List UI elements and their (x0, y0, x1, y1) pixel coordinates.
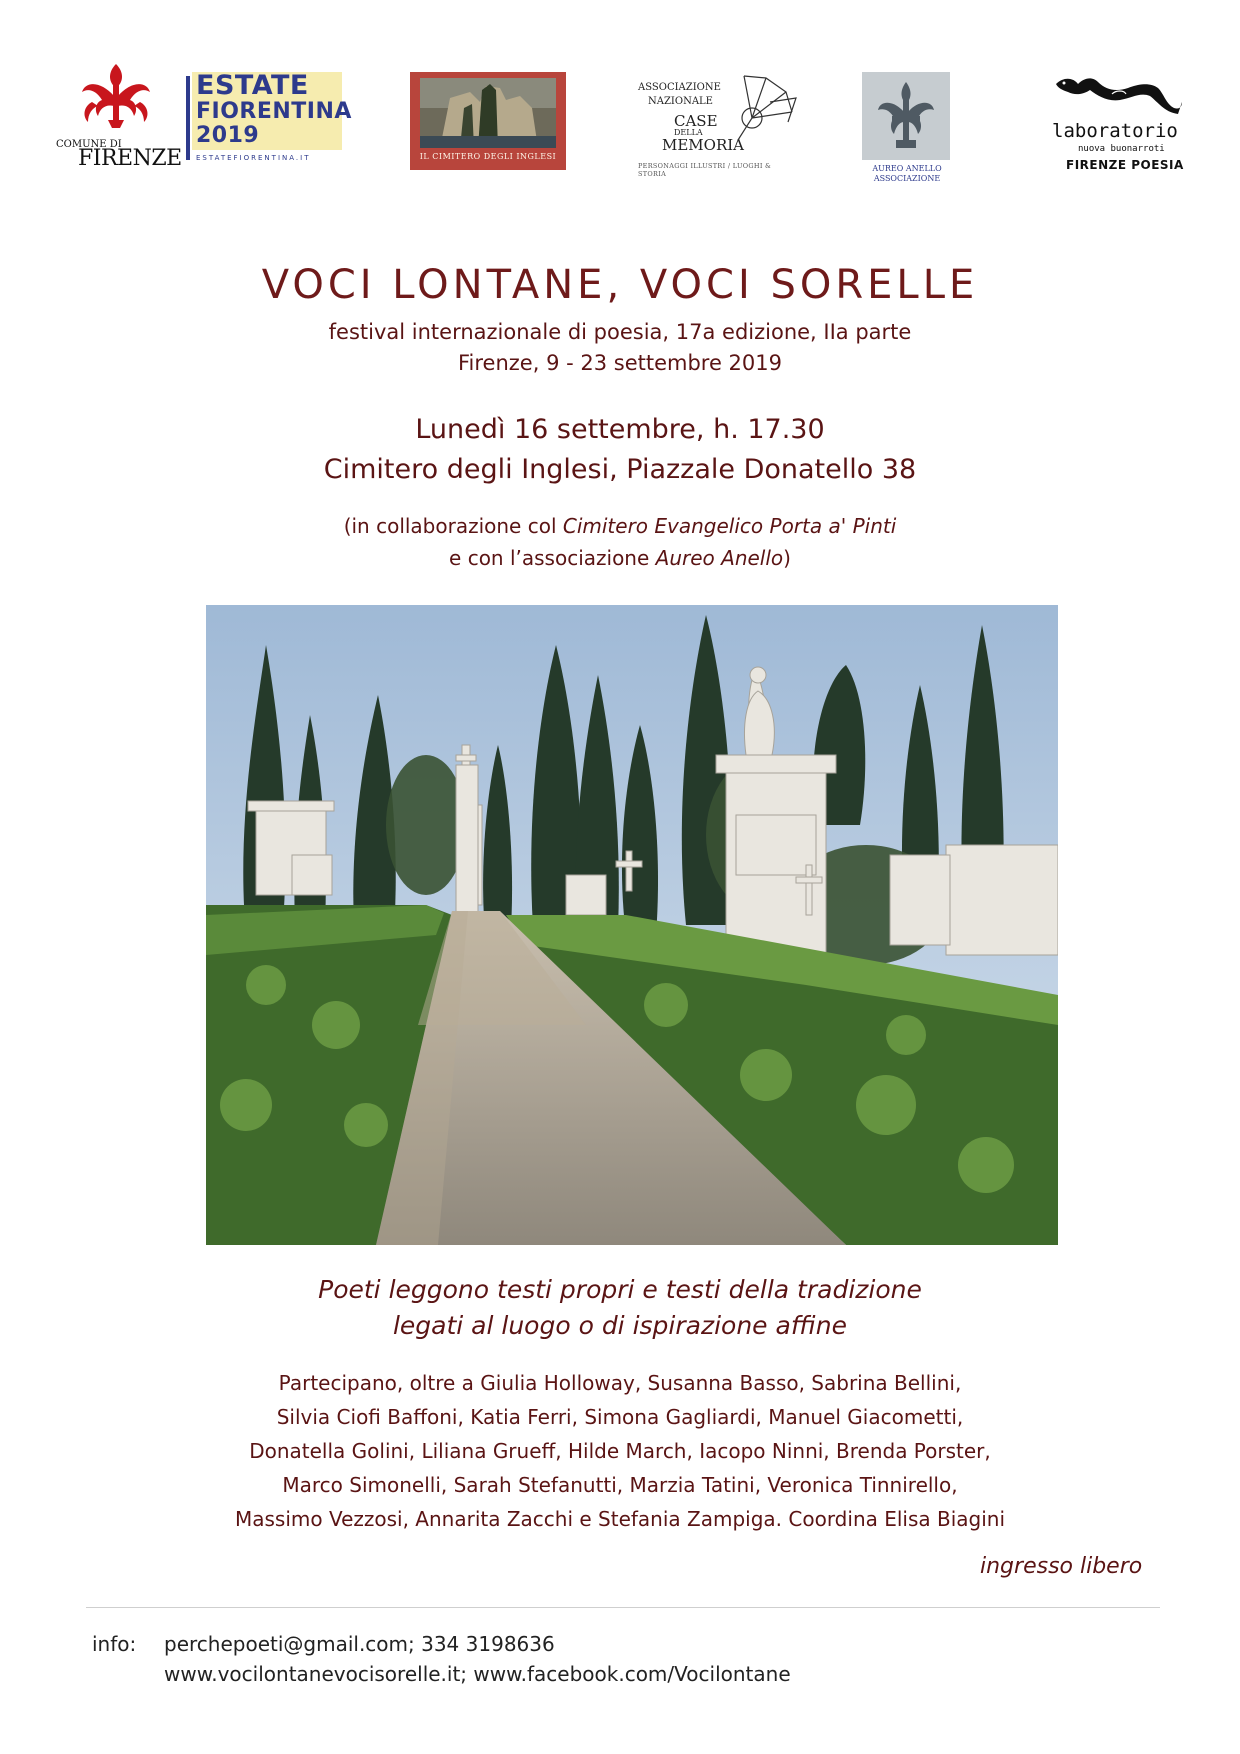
collab-line-2: e con l’associazione Aureo Anello) (449, 546, 791, 570)
logo-comune-di-firenze (52, 62, 182, 171)
participants-line: Partecipano, oltre a Giulia Holloway, Susanna Basso, Sabrina Bellini, (278, 1371, 962, 1395)
lab-line-2: nuova buonarroti (1078, 144, 1165, 154)
festival-dates: Firenze, 9 - 23 settembre 2019 (457, 351, 782, 375)
tagline-line-2: legati al luogo o di ispirazione affine (392, 1311, 848, 1340)
case-line-5: MEMORIA (662, 136, 745, 154)
cimitero-painting-icon (420, 78, 556, 148)
tagline-line-1: Poeti leggono testi propri e testi della tradizione (318, 1275, 922, 1304)
logo-aureo-anello (862, 72, 952, 182)
event-datetime: Lunedì 16 settembre, h. 17.30 (415, 414, 825, 445)
carved-lily-icon (876, 80, 936, 152)
contact-websites[interactable]: www.vocilontanevocisorelle.it; www.facebook.com/Vocilontane (164, 1662, 791, 1686)
collaboration-note (0, 510, 1240, 574)
estate-title: ESTATE (196, 70, 309, 101)
aureo-line-1: AUREO ANELLO (872, 164, 942, 173)
estate-year: 2019 (196, 123, 260, 148)
fan-sketch-icon (726, 72, 798, 142)
estate-subtitle: FIORENTINA (196, 99, 352, 124)
event-venue: Cimitero degli Inglesi, Piazzale Donatello 38 (323, 454, 917, 485)
logo-cimitero-degli-inglesi (410, 72, 566, 170)
logo-laboratorio (1048, 74, 1186, 178)
free-entry-note: ingresso libero (980, 1554, 1143, 1579)
participants-line: Marco Simonelli, Sarah Stefanutti, Marzia Tatini, Veronica Tinnirello, (282, 1473, 958, 1497)
aureo-line-2: ASSOCIAZIONE (873, 174, 941, 183)
participants-line: Massimo Vezzosi, Annarita Zacchi e Stefania Zampiga. Coordina Elisa Biagini (234, 1507, 1006, 1531)
event-tagline (0, 1272, 1240, 1344)
case-line-6: PERSONAGGI ILLUSTRI / LUOGHI & STORIA (638, 162, 772, 178)
lab-line-3: FIRENZE POESIA (1066, 158, 1184, 172)
estate-bar (186, 76, 190, 160)
contact-email-phone[interactable]: perchepoeti@gmail.com; 334 3198636 (164, 1632, 555, 1656)
footer-divider (86, 1607, 1160, 1608)
estate-url: ESTATEFIORENTINA.IT (196, 154, 311, 162)
serpent-icon (1054, 74, 1184, 116)
lab-line-1: laboratorio (1052, 120, 1178, 142)
case-line-2: NAZIONALE (648, 96, 713, 107)
info-label: info: (92, 1632, 137, 1656)
participants-list (0, 1366, 1240, 1536)
festival-subtitle: festival internazionale di poesia, 17a edizione, IIa parte (328, 320, 912, 344)
page-title: VOCI LONTANE, VOCI SORELLE (261, 262, 979, 308)
logo-case-della-memoria (634, 72, 794, 176)
case-line-1: ASSOCIAZIONE (638, 82, 721, 93)
participants-line: Donatella Golini, Liliana Grueff, Hilde March, Iacopo Ninni, Brenda Porster, (249, 1439, 991, 1463)
comune-label: COMUNE DI (56, 139, 122, 150)
case-line-3: CASE (674, 112, 718, 130)
collab-line-1: (in collaborazione col Cimitero Evangelico Porta a' Pinti (343, 514, 897, 538)
collab-partner-1: Cimitero Evangelico Porta a' Pinti (562, 514, 897, 538)
logo-estate-fiorentina (186, 70, 352, 172)
firenze-label: FIRENZE (78, 146, 182, 171)
cimitero-caption: IL CIMITERO DEGLI INGLESI (419, 152, 557, 161)
collab-partner-2: Aureo Anello (655, 546, 784, 570)
cemetery-photo (206, 605, 1058, 1245)
florentine-lily-icon (78, 62, 154, 134)
case-line-4: DELLA (674, 128, 703, 137)
participants-line: Silvia Ciofi Baffoni, Katia Ferri, Simona Gagliardi, Manuel Giacometti, (276, 1405, 964, 1429)
